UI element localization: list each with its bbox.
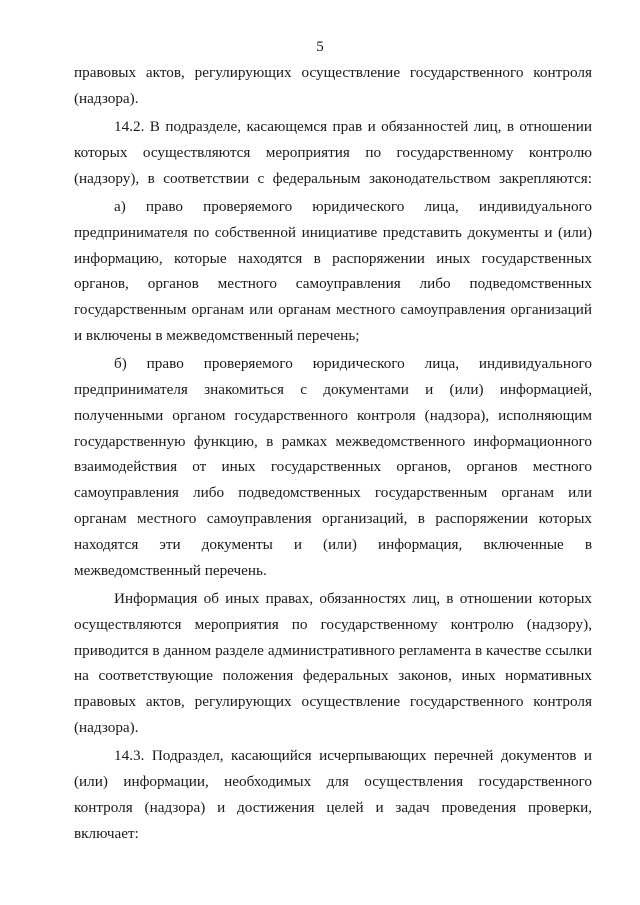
text-line: правовых актов, регулирующих осуществление государственного контроля [74,693,592,711]
text-line: находятся эти документы и (или) информация, включенные в [74,535,592,553]
text-line: которых осуществляются мероприятия по государственному контролю [74,143,592,161]
text-line: (надзора). [74,89,139,107]
text-line: Информация об иных правах, обязанностях лиц, в отношении которых [114,589,592,607]
text-line: б) право проверяемого юридического лица, индивидуального [114,355,592,373]
text-line: органов, органов местного самоуправления либо подведомственных [74,275,592,293]
text-line: информацию, которые находятся в распоряжении иных государственных [74,249,592,267]
text-line: контроля (надзора) и достижения целей и задач проведения проверки, [74,798,592,816]
text-line: приводится в данном разделе административного регламента в качестве ссылки [74,641,592,659]
text-line: полученными органом государственного контроля (надзора), исполняющим [74,406,592,424]
text-line: 14.3. Подраздел, касающийся исчерпывающих перечней документов и [114,747,592,765]
text-line: государственным органам или органам местного самоуправления организаций [74,301,592,319]
text-line: предпринимателя по собственной инициативе представить документы и (или) [74,223,592,241]
text-line: 14.2. В подразделе, касающемся прав и обязанностей лиц, в отношении [114,118,592,136]
text-line: государственную функцию, в рамках межведомственного информационного [74,432,592,450]
document-body [74,60,592,846]
text-line: взаимодействия от иных государственных органов, органов местного [74,458,592,476]
text-line: осуществляются мероприятия по государственному контролю (надзору), [74,615,592,633]
text-line: и включены в межведомственный перечень; [74,326,360,344]
text-line: (надзора). [74,718,139,736]
text-line: правовых актов, регулирующих осуществление государственного контроля [74,64,592,81]
text-line: межведомственный перечень. [74,561,267,579]
page-number: 5 [316,39,324,55]
text-line: самоуправления либо подведомственных государственным органам или [74,484,592,502]
text-line: на соответствующие положения федеральных законов, иных нормативных [74,667,592,685]
text-line: (надзору), в соответствии с федеральным законодательством закрепляются: [74,169,592,187]
text-line: включает: [74,824,139,842]
text-line: (или) информации, необходимых для осуществления государственного [74,773,592,791]
text-line: а) право проверяемого юридического лица, индивидуального [114,197,592,215]
text-line: органам местного самоуправления организаций, в распоряжении которых [74,510,592,528]
text-line: предпринимателя знакомиться с документами и (или) информацией, [74,381,592,399]
